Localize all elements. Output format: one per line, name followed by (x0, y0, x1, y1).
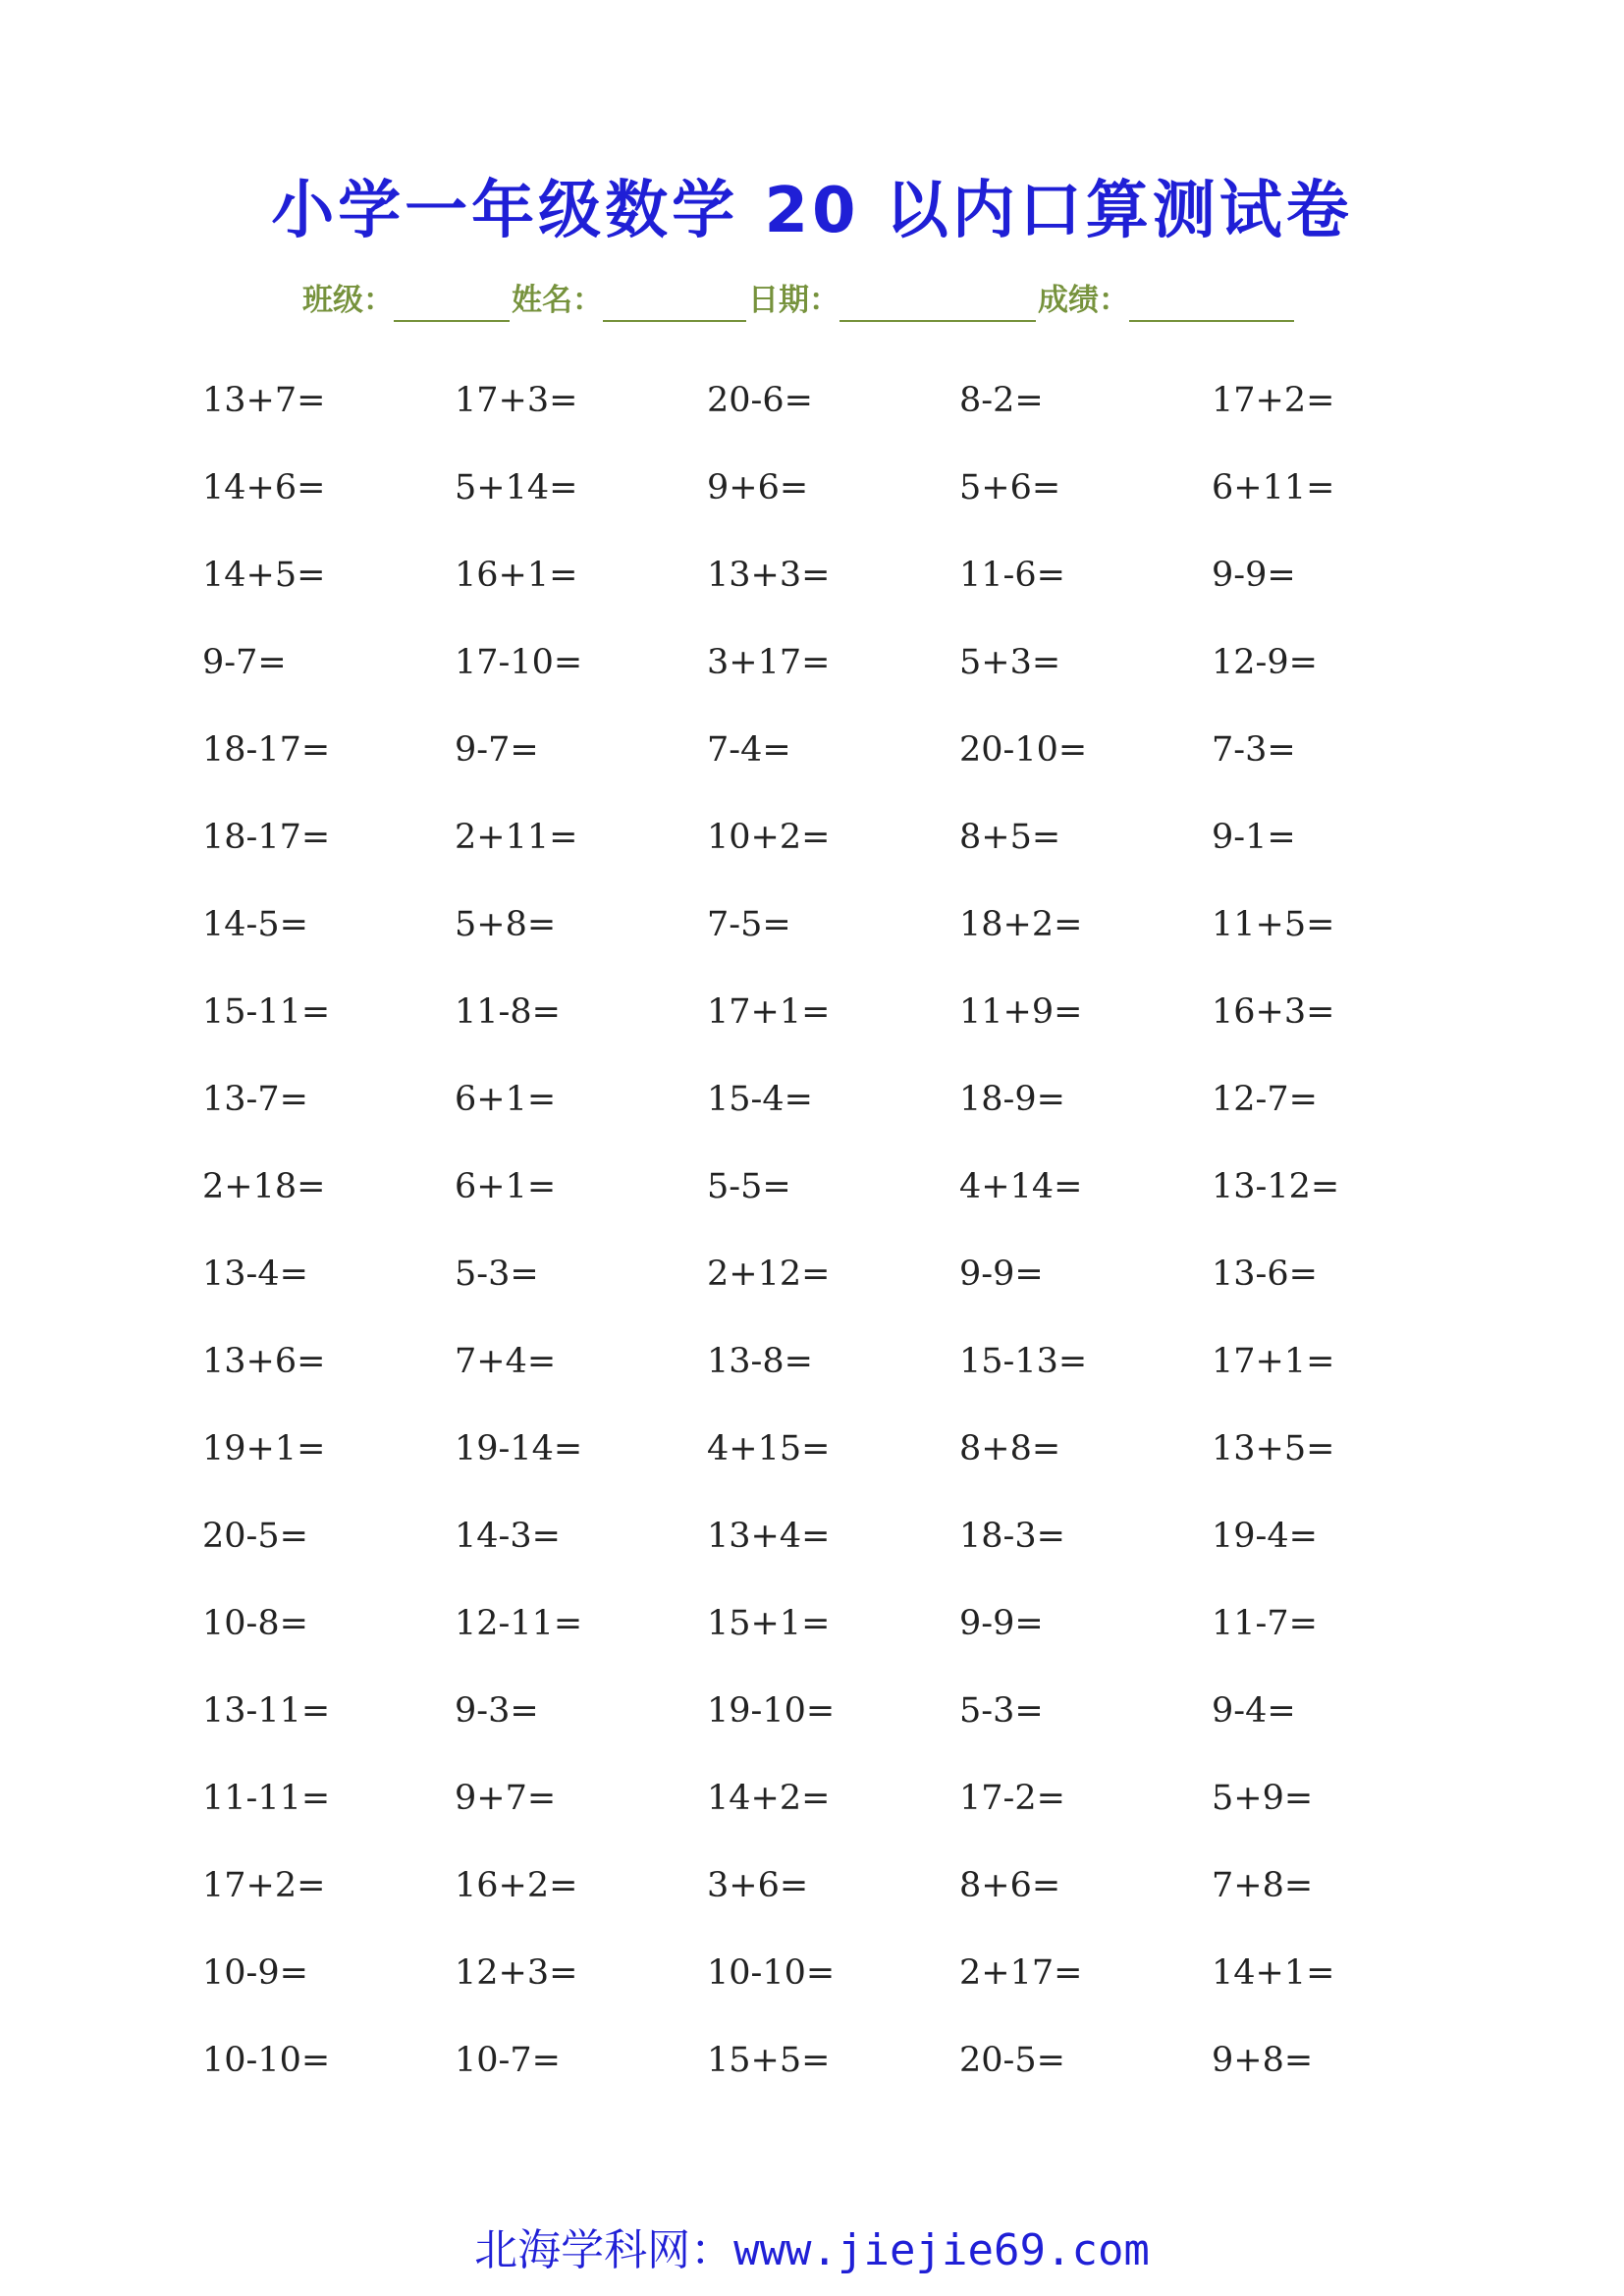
problem-item: 11-7= (1212, 1603, 1318, 1643)
problem-item: 17+2= (1212, 380, 1335, 420)
problem-row (202, 1842, 1464, 1929)
problem-item: 6+1= (455, 1166, 557, 1206)
name-label: 姓名： (512, 283, 603, 318)
problem-item: 5+9= (1212, 1778, 1314, 1818)
problem-row (202, 1492, 1464, 1579)
problem-item: 13-6= (1212, 1254, 1318, 1294)
problem-item: 18-9= (959, 1079, 1065, 1119)
score-label: 成绩： (1038, 283, 1129, 318)
problem-item: 17-2= (959, 1778, 1065, 1818)
problem-item: 2+12= (707, 1254, 831, 1294)
problem-item: 13-12= (1212, 1166, 1340, 1206)
problem-item: 5-3= (455, 1254, 539, 1294)
problem-item: 7+4= (455, 1341, 557, 1381)
problem-item: 17+1= (1212, 1341, 1335, 1381)
problem-row (202, 1317, 1464, 1405)
worksheet-title: 小学一年级数学 20 以内口算测试卷 (271, 175, 1353, 247)
problem-item: 2+11= (455, 817, 578, 857)
problem-item: 9+8= (1212, 2040, 1314, 2080)
problem-item: 14+6= (202, 467, 326, 507)
problem-item: 12+3= (455, 1952, 578, 1993)
problem-row (202, 1405, 1464, 1492)
problem-item: 19-10= (707, 1690, 836, 1731)
problem-row (202, 706, 1464, 793)
score-blank[interactable] (1129, 283, 1294, 322)
problem-row (202, 1143, 1464, 1230)
problem-item: 19-14= (455, 1428, 583, 1468)
problem-item: 6+11= (1212, 467, 1335, 507)
date-blank[interactable] (839, 283, 1036, 322)
problem-row (202, 356, 1464, 444)
problem-item: 5+14= (455, 467, 578, 507)
problem-item: 13+3= (707, 555, 831, 595)
problem-item: 10-10= (202, 2040, 331, 2080)
problem-item: 9-4= (1212, 1690, 1296, 1731)
problem-item: 17+3= (455, 380, 578, 420)
class-label: 班级： (302, 283, 394, 318)
problem-item: 5+8= (455, 904, 557, 944)
problem-item: 15+5= (707, 2040, 831, 2080)
problem-item: 14+1= (1212, 1952, 1335, 1993)
problem-item: 20-5= (959, 2040, 1065, 2080)
problem-item: 9-7= (202, 642, 287, 682)
problem-item: 14-5= (202, 904, 308, 944)
problem-item: 7-4= (707, 729, 791, 770)
problem-item: 20-10= (959, 729, 1088, 770)
problem-item: 13+6= (202, 1341, 326, 1381)
problem-item: 5-3= (959, 1690, 1044, 1731)
problem-item: 12-9= (1212, 642, 1318, 682)
problem-row (202, 881, 1464, 968)
problem-item: 9-9= (1212, 555, 1296, 595)
student-info-row (302, 279, 1296, 322)
problem-item: 9-3= (455, 1690, 539, 1731)
problem-item: 9+7= (455, 1778, 557, 1818)
problem-item: 7+8= (1212, 1865, 1314, 1905)
problem-item: 19-4= (1212, 1516, 1318, 1556)
problem-row (202, 531, 1464, 618)
problem-item: 16+2= (455, 1865, 578, 1905)
problem-item: 20-6= (707, 380, 813, 420)
problem-item: 19+1= (202, 1428, 326, 1468)
problem-row (202, 618, 1464, 706)
problem-item: 13+7= (202, 380, 326, 420)
problem-item: 11+5= (1212, 904, 1335, 944)
problem-item: 9-9= (959, 1254, 1044, 1294)
problem-item: 10-7= (455, 2040, 561, 2080)
problem-item: 12-11= (455, 1603, 583, 1643)
problem-item: 2+17= (959, 1952, 1083, 1993)
problem-item: 13-8= (707, 1341, 813, 1381)
problem-row (202, 2016, 1464, 2104)
problem-item: 17-10= (455, 642, 583, 682)
problem-item: 7-5= (707, 904, 791, 944)
problem-item: 18+2= (959, 904, 1083, 944)
problem-item: 18-17= (202, 729, 331, 770)
problem-item: 8+6= (959, 1865, 1061, 1905)
problem-item: 15+1= (707, 1603, 831, 1643)
problem-item: 11-6= (959, 555, 1065, 595)
problem-row (202, 1579, 1464, 1667)
problem-item: 8-2= (959, 380, 1044, 420)
problem-item: 4+15= (707, 1428, 831, 1468)
problem-item: 18-17= (202, 817, 331, 857)
problem-item: 15-13= (959, 1341, 1088, 1381)
problem-item: 6+1= (455, 1079, 557, 1119)
problem-item: 9-9= (959, 1603, 1044, 1643)
problem-item: 10-8= (202, 1603, 308, 1643)
problem-item: 11-11= (202, 1778, 331, 1818)
problem-item: 9-1= (1212, 817, 1296, 857)
problem-item: 9+6= (707, 467, 809, 507)
problem-item: 11+9= (959, 991, 1083, 1032)
name-blank[interactable] (603, 283, 746, 322)
problem-item: 8+5= (959, 817, 1061, 857)
problem-item: 9-7= (455, 729, 539, 770)
problem-row (202, 1754, 1464, 1842)
problem-item: 14-3= (455, 1516, 561, 1556)
problem-item: 3+17= (707, 642, 831, 682)
problem-row (202, 793, 1464, 881)
problem-row (202, 1230, 1464, 1317)
problem-item: 14+5= (202, 555, 326, 595)
problem-item: 20-5= (202, 1516, 308, 1556)
date-label: 日期： (748, 283, 839, 318)
problem-row (202, 1929, 1464, 2016)
problem-item: 4+14= (959, 1166, 1083, 1206)
footer-website: 北海学科网：www.jiejie69.com (474, 2225, 1150, 2275)
problem-row (202, 968, 1464, 1055)
problem-item: 17+2= (202, 1865, 326, 1905)
problem-item: 8+8= (959, 1428, 1061, 1468)
problem-item: 10-10= (707, 1952, 836, 1993)
class-blank[interactable] (394, 283, 510, 322)
problem-item: 5-5= (707, 1166, 791, 1206)
problem-item: 11-8= (455, 991, 561, 1032)
problem-item: 3+6= (707, 1865, 809, 1905)
problem-item: 5+6= (959, 467, 1061, 507)
problem-item: 5+3= (959, 642, 1061, 682)
problem-item: 12-7= (1212, 1079, 1318, 1119)
problem-item: 18-3= (959, 1516, 1065, 1556)
problem-item: 10+2= (707, 817, 831, 857)
problem-item: 2+18= (202, 1166, 326, 1206)
problem-item: 7-3= (1212, 729, 1296, 770)
problem-item: 13+5= (1212, 1428, 1335, 1468)
problem-item: 13-4= (202, 1254, 308, 1294)
problem-item: 16+1= (455, 555, 578, 595)
problem-row (202, 1667, 1464, 1754)
problem-row (202, 1055, 1464, 1143)
problem-grid (202, 356, 1464, 2104)
problem-item: 15-4= (707, 1079, 813, 1119)
problem-item: 16+3= (1212, 991, 1335, 1032)
problem-item: 17+1= (707, 991, 831, 1032)
problem-item: 10-9= (202, 1952, 308, 1993)
problem-item: 13-11= (202, 1690, 331, 1731)
problem-item: 15-11= (202, 991, 331, 1032)
problem-item: 14+2= (707, 1778, 831, 1818)
problem-row (202, 444, 1464, 531)
problem-item: 13-7= (202, 1079, 308, 1119)
problem-item: 13+4= (707, 1516, 831, 1556)
